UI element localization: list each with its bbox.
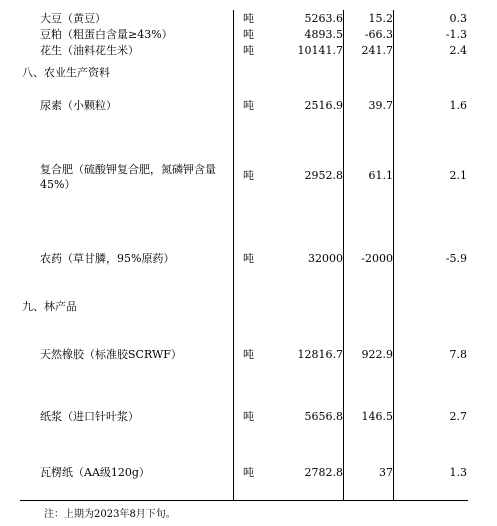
- item-change: -2000: [361, 252, 393, 265]
- item-unit: 吨: [243, 466, 254, 479]
- item-unit: 吨: [243, 410, 254, 423]
- table-bottom-rule: [20, 500, 468, 501]
- item-name: 天然橡胶（标准胶SCRWF）: [40, 348, 182, 361]
- column-rule: [233, 10, 234, 500]
- item-price: 2782.8: [304, 466, 343, 479]
- item-change: 241.7: [361, 44, 393, 57]
- item-price: 10141.7: [297, 44, 343, 57]
- item-pct: 2.1: [449, 169, 467, 182]
- section-heading: 八、农业生产资料: [22, 66, 110, 79]
- item-change: 37: [379, 466, 393, 479]
- item-unit: 吨: [243, 348, 254, 361]
- item-name: 尿素（小颗粒）: [40, 99, 117, 112]
- item-price: 32000: [308, 252, 343, 265]
- item-change: 922.9: [361, 348, 393, 361]
- item-unit: 吨: [243, 252, 254, 265]
- table-note: 注：上期为2023年8月下旬。: [44, 509, 176, 520]
- item-price: 12816.7: [297, 348, 343, 361]
- item-change: 146.5: [361, 410, 393, 423]
- item-price: 2516.9: [304, 99, 343, 112]
- item-unit: 吨: [243, 12, 254, 25]
- item-price: 4893.5: [304, 28, 343, 41]
- item-name: 瓦楞纸（AA级120g）: [40, 466, 150, 479]
- column-rule: [393, 10, 394, 500]
- item-change: 15.2: [368, 12, 393, 25]
- item-pct: 1.3: [449, 466, 467, 479]
- item-change: 39.7: [368, 99, 393, 112]
- item-pct: 2.4: [449, 44, 467, 57]
- item-pct: 2.7: [449, 410, 467, 423]
- item-name: 复合肥（硫酸钾复合肥，氮磷钾含量45%）: [40, 163, 216, 191]
- item-name: 花生（油料花生米）: [40, 44, 139, 57]
- item-change: 61.1: [368, 169, 393, 182]
- item-pct: -5.9: [445, 252, 467, 265]
- item-unit: 吨: [243, 28, 254, 41]
- item-name: 农药（草甘膦，95%原药）: [40, 252, 175, 265]
- item-unit: 吨: [243, 99, 254, 112]
- column-rule: [343, 10, 344, 500]
- item-price: 5656.8: [304, 410, 343, 423]
- item-change: -66.3: [364, 28, 393, 41]
- item-name: 大豆（黄豆）: [40, 12, 106, 25]
- item-pct: 0.3: [449, 12, 467, 25]
- item-name: 纸浆（进口针叶浆）: [40, 410, 139, 423]
- item-unit: 吨: [243, 44, 254, 57]
- item-price: 5263.6: [304, 12, 343, 25]
- item-name: 豆粕（粗蛋白含量≥43%）: [40, 28, 173, 41]
- section-heading: 九、林产品: [22, 300, 77, 313]
- item-pct: 7.8: [449, 348, 467, 361]
- item-pct: 1.6: [449, 99, 467, 112]
- item-pct: -1.3: [445, 28, 467, 41]
- item-price: 2952.8: [304, 169, 343, 182]
- item-unit: 吨: [243, 169, 254, 182]
